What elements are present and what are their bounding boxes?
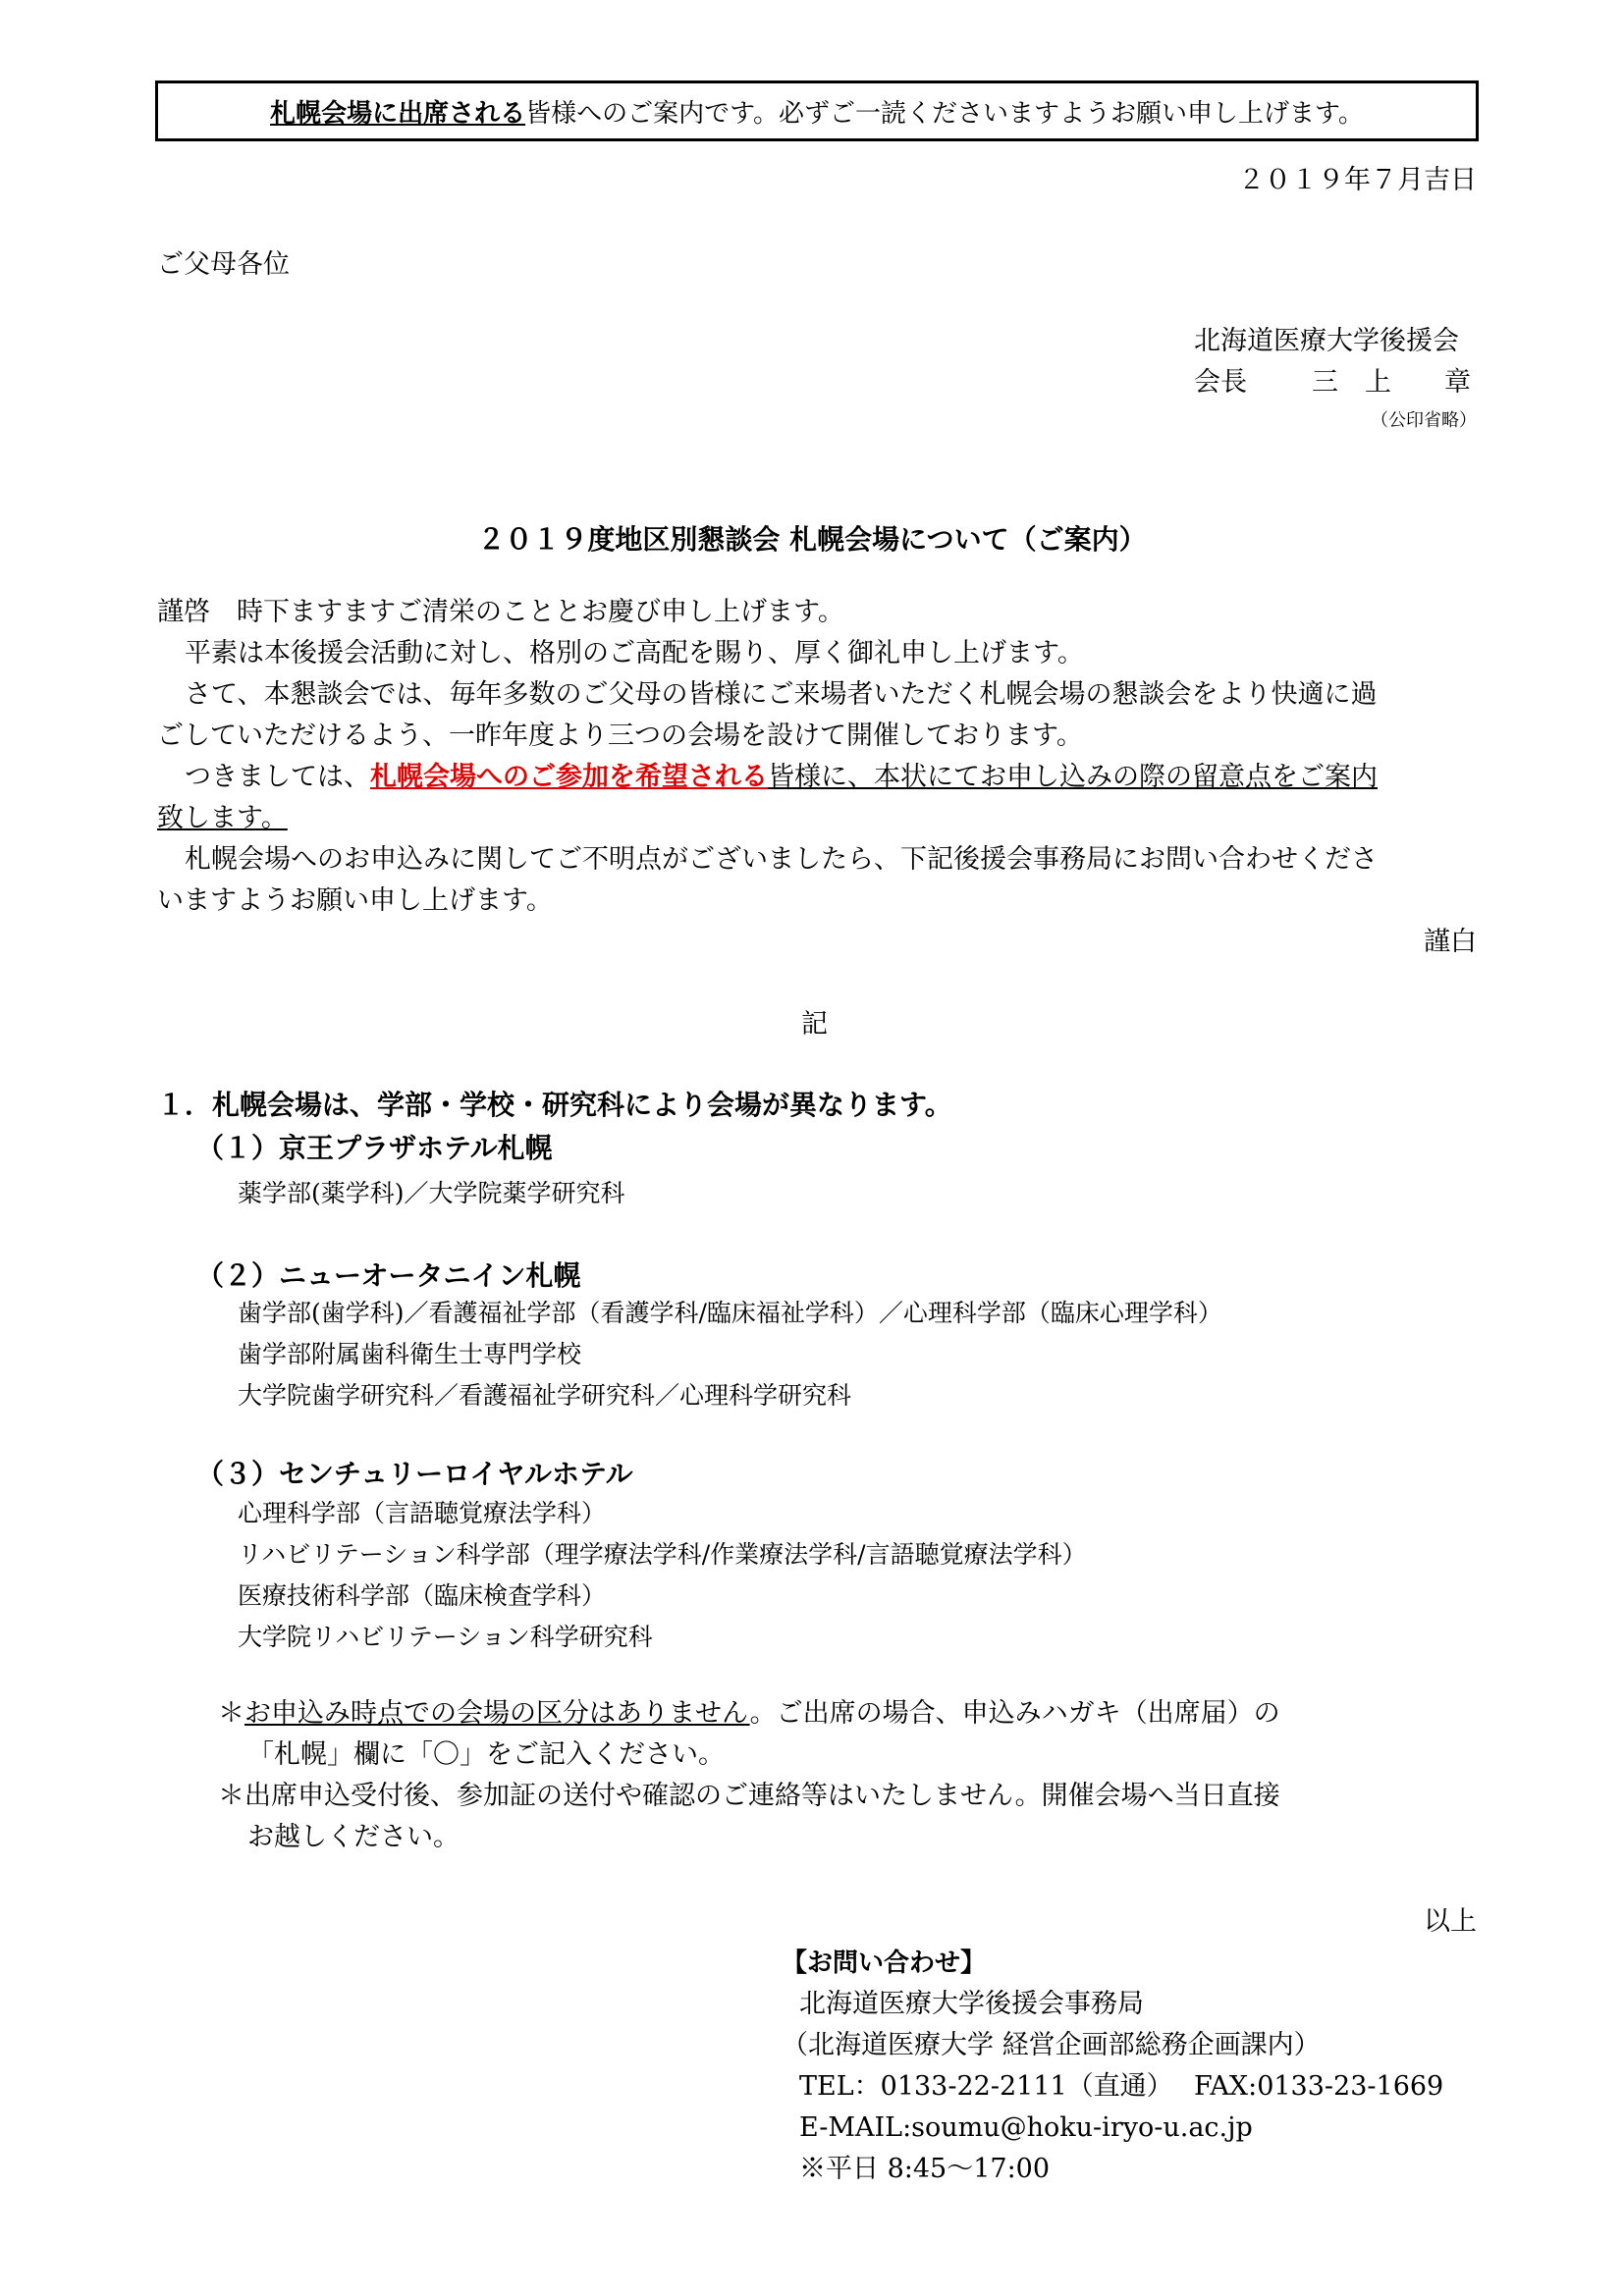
page-title: ２０１９度地区別懇談会 札幌会場について（ご案内） [477, 523, 1147, 556]
note-1-text: 。ご出席の場合、申込みハガキ（出席届）の [749, 1698, 1280, 1729]
venue-3-item: 医療技術科学部（臨床検査学科） [238, 1581, 607, 1610]
body-p4-pre: つきましては、 [185, 762, 370, 792]
notice-box [155, 80, 1479, 141]
closing: 謹白 [1424, 927, 1477, 957]
contact-dept: （北海道医療大学 経営企画部総務企画課内） [782, 2030, 1321, 2060]
contact-heading: 【お問い合わせ】 [782, 1949, 987, 1978]
sender-title: 会長 [1194, 367, 1247, 398]
note-1-cont: 「札幌」欄に「〇」をご記入ください。 [247, 1739, 725, 1770]
sender-name: 三 上 章 [1312, 367, 1471, 398]
body-p5b: いますようお願い申し上げます。 [157, 885, 553, 916]
contact-fax: FAX:0133-23-1669 [1194, 2071, 1444, 2102]
venue-1-item: 薬学部(薬学科)／大学院薬学研究科 [238, 1179, 625, 1207]
venue-3-item: 大学院リハビリテーション科学研究科 [238, 1623, 653, 1651]
section1-heading: １．札幌会場は、学部・学校・研究科により会場が異なります。 [157, 1089, 952, 1121]
venue-2-item: 歯学部附属歯科衛生士専門学校 [238, 1340, 582, 1368]
body-p4-emphasis: 札幌会場へのご参加を希望される [370, 762, 768, 792]
venue-2-name: （２）ニューオータニイン札幌 [196, 1259, 581, 1292]
body-p5a: 札幌会場へのお申込みに関してご不明点がございましたら、下記後援会事務局にお問い合わせくださ [185, 844, 1378, 875]
venue-3-name: （３）センチュリーロイヤルホテル [196, 1458, 633, 1490]
addressee: ご父母各位 [157, 249, 290, 280]
venue-3-item: リハビリテーション科学部（理学療法学科/作業療法学科/言語聴覚療法学科） [238, 1540, 1087, 1569]
body-p4-post: 皆様に、本状にてお申し込みの際の留意点をご案内 [768, 762, 1378, 792]
body-p1: 謹啓 時下ますますご清栄のこととお慶び申し上げます。 [157, 597, 844, 627]
notice-emphasis: 札幌会場に出席される [270, 98, 526, 129]
contact-tel: TEL：0133-22-2111（直通） [799, 2071, 1173, 2102]
note-1-emphasis: お申込み時点での会場の区分はありません [244, 1698, 750, 1729]
contact-email[interactable]: E-MAIL:soumu@hoku-iryo-u.ac.jp [799, 2112, 1253, 2143]
body-p4-cont: 致します。 [157, 803, 288, 833]
venue-1-name: （１）京王プラザホテル札幌 [196, 1132, 553, 1164]
note-1-mark: ＊ [218, 1698, 244, 1729]
venue-2-item: 大学院歯学研究科／看護福祉学研究科／心理科学研究科 [238, 1381, 852, 1410]
date: ２０１９年７月吉日 [1238, 165, 1477, 195]
sender-org: 北海道医療大学後援会 [1194, 326, 1459, 356]
notice-text: 皆様へのご案内です。必ずご一読くださいますようお願い申し上げます。 [525, 98, 1364, 129]
contact-hours: ※平日 8:45～17:00 [799, 2154, 1051, 2184]
contact-office: 北海道医療大学後援会事務局 [799, 1989, 1144, 2019]
body-p4 [185, 758, 1378, 797]
venue-3-item: 心理科学部（言語聴覚療法学科） [238, 1499, 607, 1527]
body-p2: 平素は本後援会活動に対し、格別のご高配を賜り、厚く御礼申し上げます。 [185, 638, 1084, 668]
note-2: ＊出席申込受付後、参加証の送付や確認のご連絡等はいたしません。開催会場へ当日直接 [218, 1781, 1280, 1811]
venue-2-item: 歯学部(歯学科)／看護福祉学部（看護学科/臨床福祉学科）／心理科学部（臨床心理学科） [238, 1299, 1222, 1327]
end-mark: 以上 [1424, 1906, 1477, 1937]
seal-note: （公印省略） [1371, 410, 1477, 431]
body-p3b: ごしていただけるよう、一昨年度より三つの会場を設けて開催しております。 [157, 721, 1083, 751]
note-2-cont: お越しください。 [247, 1822, 460, 1852]
body-p3a: さて、本懇談会では、毎年多数のご父母の皆様にご来場者いただく札幌会場の懇談会をより快適に過 [185, 679, 1378, 710]
note-1 [218, 1694, 1280, 1734]
ki-mark: 記 [801, 1009, 828, 1040]
